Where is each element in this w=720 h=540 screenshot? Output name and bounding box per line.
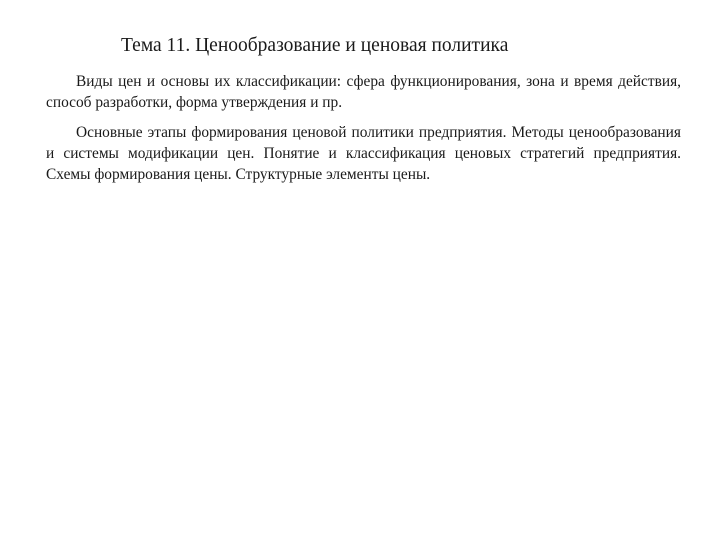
paragraph-pricing-policy: Основные этапы формирования ценовой политики предприятия. Методы ценообразования и системы модификации цен. Понятие и классификация ценовых стратегий предприятия. Схемы формирования цены. Структурные элементы цены. bbox=[46, 124, 681, 183]
page-title: Тема 11. Ценообразование и ценовая политика bbox=[121, 35, 509, 56]
paragraph-price-types: Виды цен и основы их классификации: сфера функционирования, зона и время действия, способ разработки, форма утверждения и пр. bbox=[46, 73, 681, 111]
